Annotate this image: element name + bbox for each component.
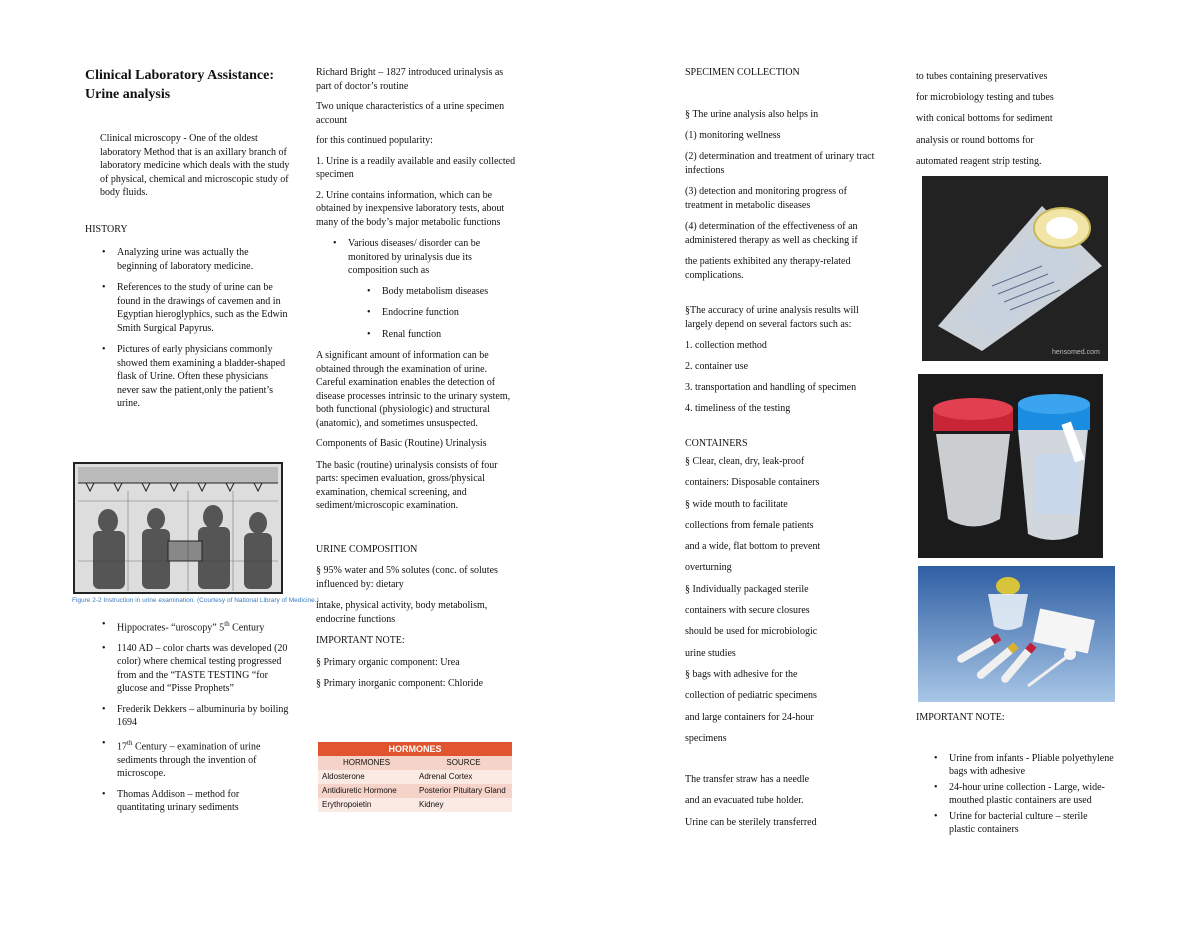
list-item: • Urine for bacterial culture – sterile plastic containers — [949, 810, 1114, 837]
column-1 — [85, 66, 290, 411]
text-line: to tubes containing preservatives — [916, 71, 1048, 82]
figure-caption: Figure 2-2 Instruction in urine examination. (Courtesy of National Library of Medicine.) — [72, 597, 319, 604]
paragraph: Two unique characteristics of a urine specimen account — [316, 101, 505, 126]
list-item: • References to the study of urine can be found in the drawings of cavemen and in Egyptian hieroglyphics, such as the Edwin Smith Surgical Papyrus. — [117, 281, 289, 335]
text-line: and a wide, flat bottom to prevent — [685, 541, 821, 553]
list-item-text: Hippocrates- “uroscopy” 5 — [117, 622, 225, 634]
list-item: • Frederik Dekkers – albuminuria by boiling 1694 — [117, 703, 289, 730]
column-4 — [916, 66, 1116, 172]
list-item: • Thomas Addison – method for quantitating urinary sediments — [117, 788, 289, 815]
paragraph: 2. Urine contains information, which can be obtained by inexpensive laboratory tests, about many of the body’s major metabolic functions — [316, 189, 505, 228]
column-4-lower — [916, 711, 1116, 837]
paragraph: § Primary organic component: Urea — [316, 656, 460, 668]
paragraph: 1. collection method — [685, 340, 767, 351]
list-item — [117, 618, 289, 635]
collection-kit-image — [918, 566, 1115, 702]
text-line: automated reagent strip testing. — [916, 155, 1042, 167]
table-cell: Erythropoietin — [322, 800, 372, 809]
table-row — [318, 770, 512, 784]
table-cell: Adrenal Cortex — [419, 772, 473, 781]
text-line: § bags with adhesive for the — [685, 668, 798, 680]
paragraph: 3. transportation and handling of specimen — [685, 382, 857, 393]
text-line: containers: Disposable containers — [685, 477, 820, 489]
list-item: • 24-hour urine collection - Large, wide-mouthed plastic containers are used — [949, 781, 1114, 808]
paragraph: the patients exhibited any therapy-related complications. — [685, 256, 851, 281]
paragraph: 4. timeliness of the testing — [685, 403, 791, 414]
text-line: urine studies — [685, 647, 736, 659]
text-line: The transfer straw has a needle — [685, 774, 810, 786]
paragraph: for this continued popularity: — [316, 135, 433, 146]
list-item: • Renal function — [382, 328, 516, 342]
list-item: • Endocrine function — [382, 306, 516, 320]
list-item-text: Century – examination of urine sediments through the invention of microscope. — [117, 741, 261, 780]
history-list — [117, 246, 289, 411]
text-line: specimens — [685, 732, 727, 744]
table-title: HORMONES — [318, 742, 512, 756]
paragraph: (1) monitoring wellness — [685, 130, 781, 141]
superscript: th — [127, 738, 133, 747]
list-item — [117, 737, 289, 781]
text-line: collection of pediatric specimens — [685, 690, 817, 702]
physicians-woodcut-image — [68, 461, 319, 607]
history-list-2 — [117, 618, 289, 815]
column-3 — [685, 66, 885, 833]
paragraph: § Primary inorganic component: Chloride — [316, 678, 484, 689]
text-line: should be used for microbiologic — [685, 626, 818, 638]
text-line: § Individually packaged sterile — [685, 583, 809, 595]
list-item: • Various diseases/ disorder can be monitored by urinalysis due its composition such as — [348, 237, 516, 278]
paragraph: The basic (routine) urinalysis consists of four parts: specimen evaluation, gross/physical examination, chemical screening, and sediment/microscopic examination. — [316, 459, 498, 511]
paragraph: A significant amount of information can be obtained through the examination of urine. Careful examination enables the detection of disease processes intrinsic to the urinary system, both functional (physiologic) and structural (anatomic), and sometimes unsuspected. — [316, 350, 511, 429]
paragraph: 1. Urine is a readily available and easily collected specimen — [316, 155, 516, 180]
page-subtitle: Urine analysis — [85, 87, 171, 102]
text-line: § wide mouth to facilitate — [685, 498, 788, 510]
text-line: Urine can be sterilely transferred — [685, 816, 817, 828]
list-item: • Urine from infants - Pliable polyethylene bags with adhesive — [949, 752, 1114, 779]
page-title: Clinical Laboratory Assistance: — [85, 68, 274, 83]
section-heading: IMPORTANT NOTE: — [916, 712, 1005, 723]
history-heading: HISTORY — [85, 223, 128, 235]
table-header: SOURCE — [446, 758, 481, 767]
column-1-lower — [117, 618, 289, 815]
text-line: collections from female patients — [685, 519, 814, 531]
list-item-text: 17 — [117, 741, 127, 753]
list-item: • 1140 AD – color charts was developed (20 color) where chemical testing progressed from and the “TASTE TESTING “for glucose and “Pisse Prophets” — [117, 642, 289, 696]
paragraph: § 95% water and 5% solutes (conc. of solutes influenced by: dietary — [316, 565, 498, 590]
woodcut-figure — [68, 461, 319, 607]
list-item: • Body metabolism diseases — [382, 285, 516, 299]
collection-kit-photo — [918, 566, 1115, 702]
text-line: overturning — [685, 562, 732, 574]
list-item-text: Century — [229, 622, 265, 634]
containers-lines — [685, 451, 885, 833]
table-header: HORMONES — [342, 758, 391, 767]
paragraph: Richard Bright – 1827 introduced urinalysis as part of doctor’s routine — [316, 67, 504, 92]
paragraph: (4) determination of the effectiveness of an administered therapy as well as checking if — [685, 221, 858, 246]
paragraph: (3) detection and monitoring progress of treatment in metabolic diseases — [685, 186, 847, 211]
table-cell: Antidiuretic Hormone — [322, 786, 397, 795]
paragraph: 2. container use — [685, 361, 749, 372]
text-line: § Clear, clean, dry, leak-proof — [685, 456, 805, 467]
table-row — [318, 798, 512, 812]
text-line: and large containers for 24-hour — [685, 711, 814, 723]
disease-sublist — [382, 285, 516, 342]
intro-paragraph: Clinical microscopy - One of the oldest laboratory Method that is an axillary branch of laboratory medicine which deals with the study of physical, chemical and microscopic study of body fluids. — [100, 133, 290, 198]
specimen-bag-image — [922, 176, 1108, 361]
specimen-cups-image — [918, 374, 1103, 558]
column-2 — [316, 66, 516, 691]
table-cell: Kidney — [419, 800, 444, 809]
hormones-table — [318, 742, 512, 812]
text-line: for microbiology testing and tubes — [916, 92, 1054, 104]
section-heading: IMPORTANT NOTE: — [316, 635, 405, 646]
list-item: • Pictures of early physicians commonly showed them examining a bladder-shaped flask of Urine. Often these physicians never saw the patient,only the patient’s urine. — [117, 343, 289, 411]
text-line: containers with secure closures — [685, 605, 810, 617]
important-note-list — [949, 752, 1114, 837]
paragraph: intake, physical activity, body metabolism, endocrine functions — [316, 600, 488, 625]
text-line: with conical bottoms for sediment — [916, 113, 1053, 125]
table-cell: Aldosterone — [322, 772, 365, 781]
section-heading: URINE COMPOSITION — [316, 543, 418, 555]
text-line: analysis or round bottoms for — [916, 134, 1034, 146]
section-heading: SPECIMEN COLLECTION — [685, 67, 800, 78]
superscript: th — [224, 620, 230, 628]
table-cell: Posterior Pituitary Gland — [419, 786, 506, 795]
paragraph: Components of Basic (Routine) Urinalysis — [316, 438, 487, 449]
text-line: and an evacuated tube holder. — [685, 795, 804, 807]
watermark: hensomed.com — [1052, 349, 1100, 356]
disease-list — [348, 237, 516, 278]
specimen-bag-photo — [922, 176, 1108, 361]
specimen-cups-photo — [918, 374, 1103, 558]
paragraph: (2) determination and treatment of urinary tract infections — [685, 151, 875, 176]
table-row — [318, 784, 512, 798]
list-item: • Analyzing urine was actually the beginning of laboratory medicine. — [117, 246, 289, 273]
paragraph: § The urine analysis also helps in — [685, 109, 819, 120]
paragraph: §The accuracy of urine analysis results will largely depend on several factors such as: — [685, 305, 859, 330]
section-heading: CONTAINERS — [685, 438, 748, 449]
